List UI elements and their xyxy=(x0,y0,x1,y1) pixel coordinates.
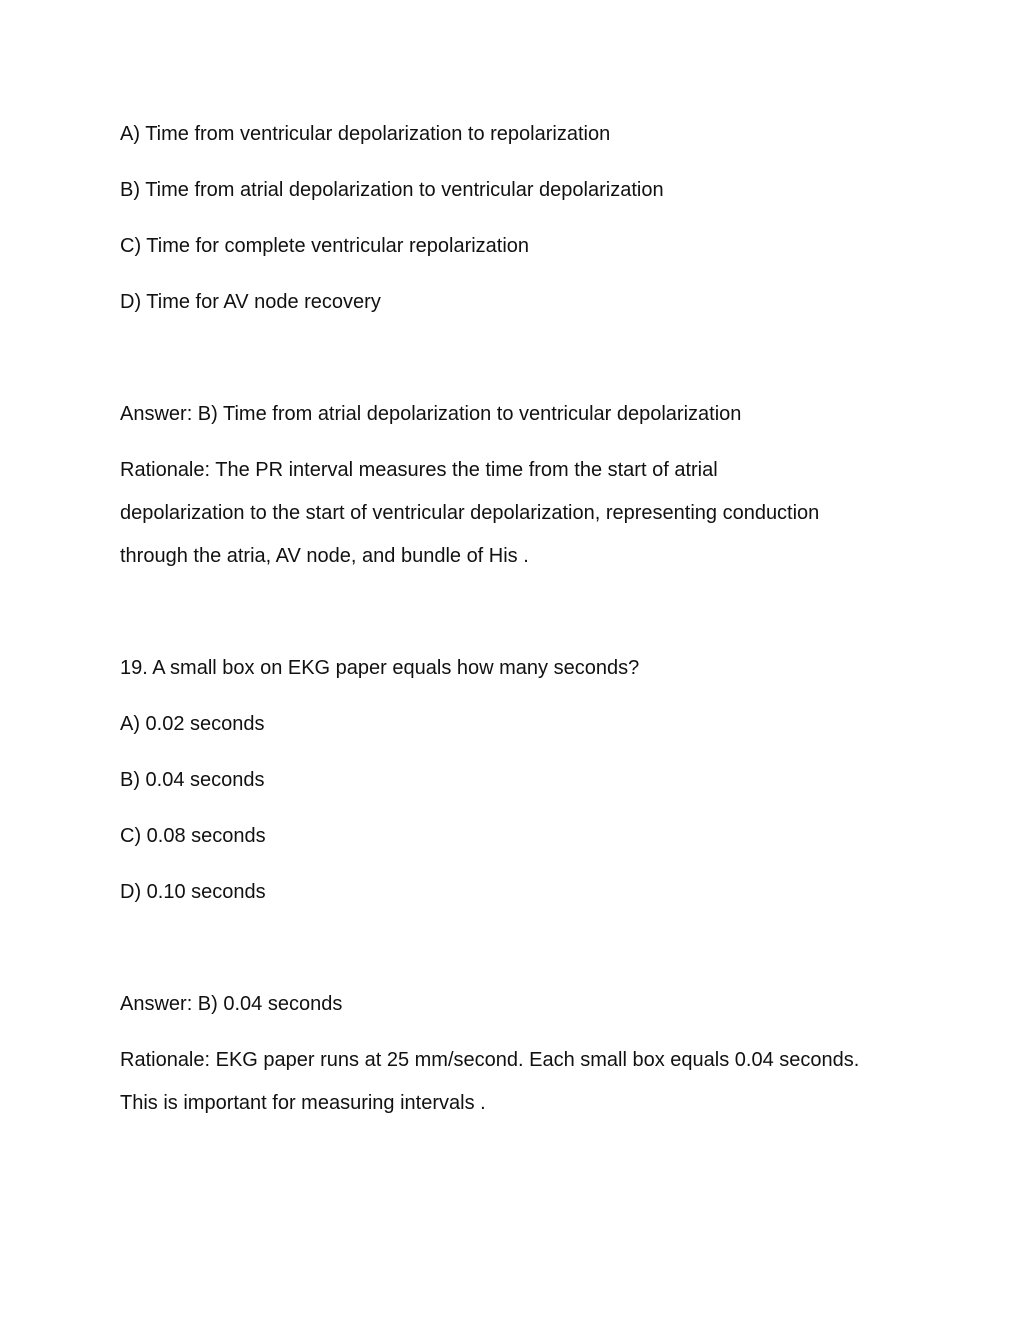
question-19-text: 19. A small box on EKG paper equals how many seconds? xyxy=(120,657,640,679)
q19-answer-text: Answer: B) 0.04 seconds xyxy=(120,993,343,1015)
rationale-line: Rationale: The PR interval measures the time from the start of atrial xyxy=(120,459,718,481)
rationale-line: through the atria, AV node, and bundle of His . xyxy=(120,545,529,567)
q19-option-c-text: C) 0.08 seconds xyxy=(120,825,266,847)
option-a-text: A) Time from ventricular depolarization to repolarization xyxy=(120,123,611,145)
q19-option-d-text: D) 0.10 seconds xyxy=(120,881,266,903)
q19-rationale-line: This is important for measuring intervals . xyxy=(120,1092,486,1114)
option-d-text: D) Time for AV node recovery xyxy=(120,291,381,313)
rationale-line: depolarization to the start of ventricular depolarization, representing conduction xyxy=(120,502,820,524)
option-b-text: B) Time from atrial depolarization to ventricular depolarization xyxy=(120,179,664,201)
q19-option-b-text: B) 0.04 seconds xyxy=(120,769,265,791)
answer-text: Answer: B) Time from atrial depolarization to ventricular depolarization xyxy=(120,403,742,425)
option-c-text: C) Time for complete ventricular repolarization xyxy=(120,235,530,257)
q19-rationale-line: Rationale: EKG paper runs at 25 mm/second. Each small box equals 0.04 seconds. xyxy=(120,1049,860,1071)
q19-option-a-text: A) 0.02 seconds xyxy=(120,713,265,735)
